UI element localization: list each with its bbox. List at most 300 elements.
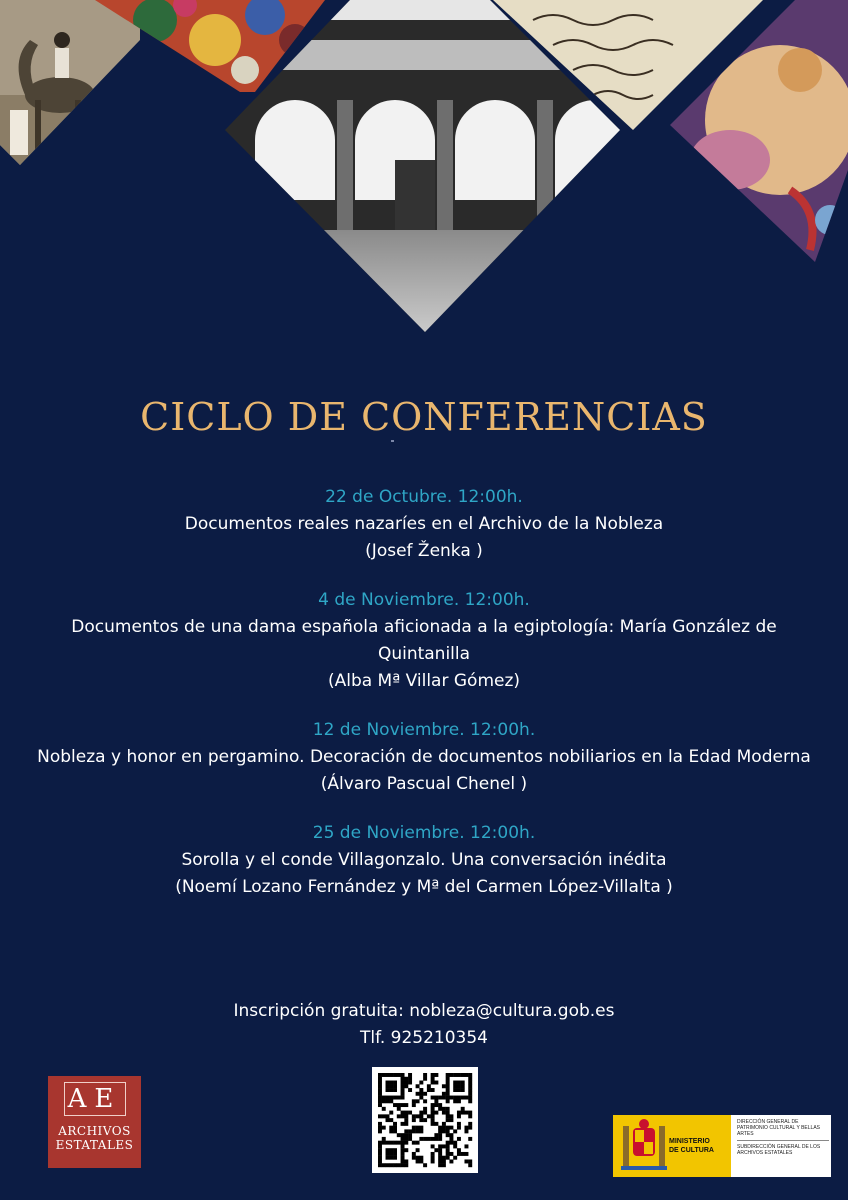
qr-module — [419, 1114, 423, 1118]
qr-module — [378, 1103, 382, 1107]
qr-module — [419, 1081, 423, 1085]
qr-module — [404, 1118, 408, 1122]
qr-module — [401, 1084, 405, 1088]
qr-module — [446, 1118, 450, 1122]
qr-module — [416, 1084, 420, 1088]
qr-module — [401, 1103, 405, 1107]
qr-module — [453, 1156, 457, 1160]
event-speaker: (Noemí Lozano Fernández y Mª del Carmen López-Villalta ) — [175, 877, 673, 897]
qr-module — [427, 1084, 431, 1088]
qr-module — [446, 1156, 450, 1160]
qr-module — [449, 1126, 453, 1130]
qr-module — [404, 1141, 408, 1145]
qr-module — [419, 1129, 423, 1133]
qr-module — [457, 1096, 461, 1100]
qr-module — [423, 1077, 427, 1081]
qr-module — [434, 1099, 438, 1103]
qr-module — [438, 1159, 442, 1163]
qr-module — [438, 1163, 442, 1167]
qr-module — [446, 1081, 450, 1085]
qr-module — [378, 1073, 382, 1077]
qr-module — [416, 1092, 420, 1096]
qr-module — [446, 1084, 450, 1088]
qr-module — [401, 1133, 405, 1137]
event-title: Nobleza y honor en pergamino. Decoración de documentos nobiliarios en la Edad Moderna — [37, 747, 811, 767]
qr-module — [412, 1126, 416, 1130]
qr-module — [386, 1081, 390, 1085]
qr-module — [382, 1163, 386, 1167]
qr-module — [378, 1081, 382, 1085]
qr-module — [446, 1144, 450, 1148]
qr-module — [386, 1099, 390, 1103]
qr-module — [446, 1088, 450, 1092]
qr-module — [457, 1114, 461, 1118]
qr-module — [457, 1137, 461, 1141]
qr-module — [378, 1144, 382, 1148]
qr-module — [408, 1111, 412, 1115]
qr-module — [464, 1096, 468, 1100]
phone-number: Tlf. 925210354 — [359, 1028, 488, 1048]
qr-module — [461, 1084, 465, 1088]
qr-module — [401, 1144, 405, 1148]
event-item — [0, 484, 848, 565]
qr-module — [401, 1122, 405, 1126]
qr-module — [438, 1152, 442, 1156]
qr-module — [449, 1137, 453, 1141]
qr-module — [397, 1163, 401, 1167]
qr-module — [468, 1084, 472, 1088]
qr-module — [442, 1159, 446, 1163]
qr-module — [442, 1144, 446, 1148]
qr-module — [408, 1137, 412, 1141]
qr-module — [404, 1103, 408, 1107]
ministry-name-line1: MINISTERIO — [669, 1138, 710, 1145]
qr-module — [434, 1122, 438, 1126]
qr-module — [382, 1137, 386, 1141]
estatales-label: ESTATALES — [55, 1138, 134, 1152]
qr-module — [442, 1107, 446, 1111]
qr-module — [457, 1099, 461, 1103]
qr-module — [446, 1099, 450, 1103]
qr-module — [423, 1137, 427, 1141]
qr-module — [419, 1118, 423, 1122]
qr-module — [416, 1148, 420, 1152]
qr-module — [438, 1107, 442, 1111]
qr-module — [419, 1156, 423, 1160]
qr-module — [408, 1077, 412, 1081]
qr-module — [423, 1092, 427, 1096]
qr-module — [397, 1133, 401, 1137]
qr-module — [378, 1077, 382, 1081]
qr-module — [401, 1137, 405, 1141]
qr-module — [423, 1107, 427, 1111]
archivos-estatales-logo — [48, 1076, 141, 1168]
qr-module — [386, 1148, 390, 1152]
qr-module — [393, 1103, 397, 1107]
qr-module — [382, 1107, 386, 1111]
qr-module — [389, 1118, 393, 1122]
qr-module — [427, 1137, 431, 1141]
qr-module — [378, 1148, 382, 1152]
qr-module — [382, 1096, 386, 1100]
qr-module — [378, 1096, 382, 1100]
event-title: Documentos reales nazaríes en el Archivo de la Nobleza — [184, 514, 664, 534]
ministry-dg-text: DIRECCIÓN GENERAL DE PATRIMONIO CULTURAL Y BELLAS ARTES — [737, 1119, 820, 1137]
qr-module — [457, 1073, 461, 1077]
event-speaker: (Josef Ženka ) — [365, 541, 483, 561]
qr-module — [404, 1084, 408, 1088]
qr-code-image — [372, 1067, 478, 1173]
qr-module — [404, 1081, 408, 1085]
qr-module — [408, 1129, 412, 1133]
qr-module — [464, 1159, 468, 1163]
qr-module — [386, 1084, 390, 1088]
qr-module — [408, 1073, 412, 1077]
registration-email[interactable]: Inscripción gratuita: nobleza@cultura.gob.es — [233, 1001, 615, 1021]
qr-module — [449, 1073, 453, 1077]
qr-module — [401, 1159, 405, 1163]
qr-module — [393, 1156, 397, 1160]
qr-module — [457, 1152, 461, 1156]
qr-module — [386, 1156, 390, 1160]
qr-module — [423, 1099, 427, 1103]
qr-module — [416, 1114, 420, 1118]
qr-module — [419, 1126, 423, 1130]
qr-module — [412, 1141, 416, 1145]
event-speaker: (Alba Mª Villar Gómez) — [327, 671, 521, 691]
qr-module — [401, 1096, 405, 1100]
qr-module — [449, 1096, 453, 1100]
event-item — [0, 587, 848, 695]
qr-module — [453, 1144, 457, 1148]
qr-module — [389, 1096, 393, 1100]
qr-module — [457, 1111, 461, 1115]
qr-module — [389, 1088, 393, 1092]
qr-module — [434, 1096, 438, 1100]
qr-module — [382, 1099, 386, 1103]
qr-module — [386, 1096, 390, 1100]
qr-module — [468, 1126, 472, 1130]
qr-module — [442, 1156, 446, 1160]
qr-module — [449, 1118, 453, 1122]
qr-module — [457, 1122, 461, 1126]
coat-of-arms-icon — [619, 1118, 669, 1174]
qr-module — [397, 1141, 401, 1145]
qr-module — [431, 1122, 435, 1126]
qr-module — [438, 1148, 442, 1152]
qr-module — [464, 1152, 468, 1156]
qr-module — [389, 1084, 393, 1088]
qr-module — [401, 1111, 405, 1115]
qr-module — [468, 1073, 472, 1077]
qr-module — [468, 1088, 472, 1092]
qr-module — [438, 1103, 442, 1107]
qr-module — [442, 1084, 446, 1088]
qr-module — [446, 1141, 450, 1145]
qr-module — [386, 1073, 390, 1077]
event-date: 25 de Noviembre. 12:00h. — [312, 823, 536, 843]
page-title: CICLO DE CONFERENCIAS — [140, 395, 708, 440]
qr-module — [431, 1137, 435, 1141]
qr-module — [378, 1122, 382, 1126]
qr-module — [431, 1107, 435, 1111]
qr-module — [461, 1111, 465, 1115]
qr-module — [453, 1084, 457, 1088]
qr-module — [378, 1163, 382, 1167]
qr-module — [431, 1103, 435, 1107]
qr-module — [442, 1111, 446, 1115]
qr-module — [457, 1081, 461, 1085]
qr-module — [378, 1159, 382, 1163]
qr-module — [449, 1133, 453, 1137]
qr-module — [453, 1129, 457, 1133]
qr-module — [389, 1073, 393, 1077]
qr-module — [393, 1088, 397, 1092]
event-item — [0, 717, 848, 798]
qr-module — [419, 1092, 423, 1096]
qr-module — [408, 1133, 412, 1137]
qr-module — [378, 1092, 382, 1096]
qr-module — [453, 1141, 457, 1145]
qr-module — [389, 1163, 393, 1167]
qr-module — [404, 1163, 408, 1167]
qr-module — [386, 1141, 390, 1145]
qr-module — [404, 1111, 408, 1115]
qr-module — [393, 1126, 397, 1130]
qr-module — [401, 1156, 405, 1160]
qr-module — [412, 1103, 416, 1107]
qr-module — [378, 1156, 382, 1160]
qr-module — [461, 1152, 465, 1156]
qr-module — [419, 1088, 423, 1092]
qr-module — [431, 1114, 435, 1118]
qr-module — [416, 1159, 420, 1163]
qr-module — [446, 1096, 450, 1100]
qr-module — [393, 1152, 397, 1156]
ministry-name-line2: DE CULTURA — [669, 1147, 714, 1154]
qr-module — [434, 1133, 438, 1137]
qr-module — [401, 1114, 405, 1118]
event-item — [0, 820, 848, 901]
qr-module — [378, 1129, 382, 1133]
qr-module — [401, 1081, 405, 1085]
qr-module — [404, 1137, 408, 1141]
qr-module — [378, 1099, 382, 1103]
qr-module — [438, 1156, 442, 1160]
event-speaker: (Álvaro Pascual Chenel ) — [320, 774, 528, 794]
qr-code[interactable] — [372, 1067, 478, 1173]
qr-module — [446, 1133, 450, 1137]
qr-module — [453, 1073, 457, 1077]
qr-module — [442, 1163, 446, 1167]
qr-module — [464, 1073, 468, 1077]
qr-module — [446, 1073, 450, 1077]
qr-module — [449, 1141, 453, 1145]
qr-module — [389, 1081, 393, 1085]
qr-module — [397, 1114, 401, 1118]
qr-module — [453, 1096, 457, 1100]
events-list — [0, 484, 848, 923]
qr-module — [389, 1129, 393, 1133]
qr-module — [457, 1148, 461, 1152]
qr-module — [401, 1073, 405, 1077]
qr-module — [431, 1077, 435, 1081]
qr-module — [464, 1126, 468, 1130]
qr-module — [393, 1141, 397, 1145]
ae-letters: AE — [64, 1082, 126, 1116]
qr-module — [449, 1152, 453, 1156]
qr-module — [401, 1148, 405, 1152]
qr-module — [404, 1114, 408, 1118]
qr-module — [431, 1096, 435, 1100]
qr-module — [386, 1118, 390, 1122]
qr-module — [389, 1141, 393, 1145]
qr-module — [464, 1111, 468, 1115]
qr-module — [412, 1099, 416, 1103]
qr-module — [416, 1129, 420, 1133]
qr-module — [412, 1152, 416, 1156]
qr-module — [453, 1081, 457, 1085]
qr-module — [401, 1152, 405, 1156]
qr-module — [393, 1081, 397, 1085]
qr-module — [404, 1148, 408, 1152]
qr-module — [434, 1137, 438, 1141]
qr-module — [404, 1077, 408, 1081]
qr-module — [468, 1096, 472, 1100]
qr-module — [404, 1122, 408, 1126]
qr-module — [438, 1144, 442, 1148]
qr-module — [461, 1073, 465, 1077]
qr-module — [382, 1073, 386, 1077]
qr-module — [468, 1159, 472, 1163]
qr-module — [438, 1096, 442, 1100]
qr-module — [393, 1129, 397, 1133]
qr-module — [416, 1156, 420, 1160]
qr-module — [397, 1073, 401, 1077]
qr-module — [431, 1088, 435, 1092]
qr-module — [461, 1081, 465, 1085]
ministry-sg-text: SUBDIRECCIÓN GENERAL DE LOS ARCHIVOS ESTATALES — [737, 1144, 821, 1156]
qr-module — [446, 1114, 450, 1118]
qr-module — [401, 1092, 405, 1096]
qr-module — [468, 1077, 472, 1081]
archivos-label: ARCHIVOS — [58, 1124, 131, 1138]
qr-module — [434, 1103, 438, 1107]
qr-module — [446, 1126, 450, 1130]
qr-module — [401, 1088, 405, 1092]
qr-module — [393, 1096, 397, 1100]
qr-module — [378, 1088, 382, 1092]
qr-module — [442, 1122, 446, 1126]
qr-module — [408, 1081, 412, 1085]
qr-module — [378, 1152, 382, 1156]
ae-monogram — [48, 1082, 141, 1116]
qr-module — [408, 1088, 412, 1092]
qr-module — [386, 1152, 390, 1156]
qr-module — [438, 1137, 442, 1141]
qr-module — [468, 1163, 472, 1167]
decorative-dot — [391, 440, 394, 442]
qr-module — [404, 1159, 408, 1163]
qr-module — [464, 1144, 468, 1148]
qr-module — [423, 1118, 427, 1122]
qr-module — [431, 1159, 435, 1163]
qr-module — [468, 1081, 472, 1085]
qr-module — [412, 1156, 416, 1160]
qr-module — [457, 1084, 461, 1088]
qr-module — [397, 1096, 401, 1100]
qr-module — [438, 1126, 442, 1130]
qr-module — [416, 1126, 420, 1130]
ministry-yellow-block — [613, 1115, 731, 1177]
qr-module — [431, 1144, 435, 1148]
qr-module — [468, 1137, 472, 1141]
qr-module — [389, 1111, 393, 1115]
qr-module — [449, 1159, 453, 1163]
qr-module — [442, 1092, 446, 1096]
qr-module — [431, 1152, 435, 1156]
qr-module — [427, 1088, 431, 1092]
qr-module — [419, 1159, 423, 1163]
qr-module — [446, 1148, 450, 1152]
qr-module — [389, 1126, 393, 1130]
qr-module — [438, 1133, 442, 1137]
event-title: Sorolla y el conde Villagonzalo. Una conversación inédita — [181, 850, 667, 870]
qr-module — [401, 1163, 405, 1167]
qr-module — [431, 1081, 435, 1085]
qr-module — [378, 1114, 382, 1118]
contact-info — [0, 998, 848, 1052]
qr-module — [393, 1163, 397, 1167]
qr-module — [393, 1084, 397, 1088]
qr-module — [386, 1088, 390, 1092]
qr-module — [431, 1118, 435, 1122]
qr-module — [468, 1092, 472, 1096]
qr-module — [389, 1156, 393, 1160]
qr-module — [434, 1111, 438, 1115]
qr-module — [378, 1141, 382, 1145]
qr-module — [389, 1099, 393, 1103]
qr-module — [393, 1122, 397, 1126]
qr-module — [423, 1163, 427, 1167]
qr-module — [442, 1129, 446, 1133]
qr-module — [442, 1126, 446, 1130]
qr-module — [442, 1096, 446, 1100]
qr-module — [404, 1129, 408, 1133]
qr-module — [461, 1096, 465, 1100]
qr-module — [386, 1114, 390, 1118]
qr-module — [386, 1163, 390, 1167]
qr-module — [427, 1114, 431, 1118]
qr-module — [416, 1099, 420, 1103]
qr-module — [434, 1081, 438, 1085]
qr-module — [401, 1077, 405, 1081]
qr-module — [423, 1111, 427, 1115]
qr-module — [382, 1141, 386, 1145]
qr-module — [412, 1114, 416, 1118]
qr-module — [419, 1096, 423, 1100]
qr-module — [431, 1111, 435, 1115]
qr-module — [468, 1099, 472, 1103]
painting-cherub-image — [670, 0, 848, 262]
qr-module — [389, 1152, 393, 1156]
qr-module — [461, 1088, 465, 1092]
qr-module — [382, 1126, 386, 1130]
qr-module — [446, 1092, 450, 1096]
qr-module — [468, 1122, 472, 1126]
qr-module — [446, 1129, 450, 1133]
qr-module — [431, 1073, 435, 1077]
